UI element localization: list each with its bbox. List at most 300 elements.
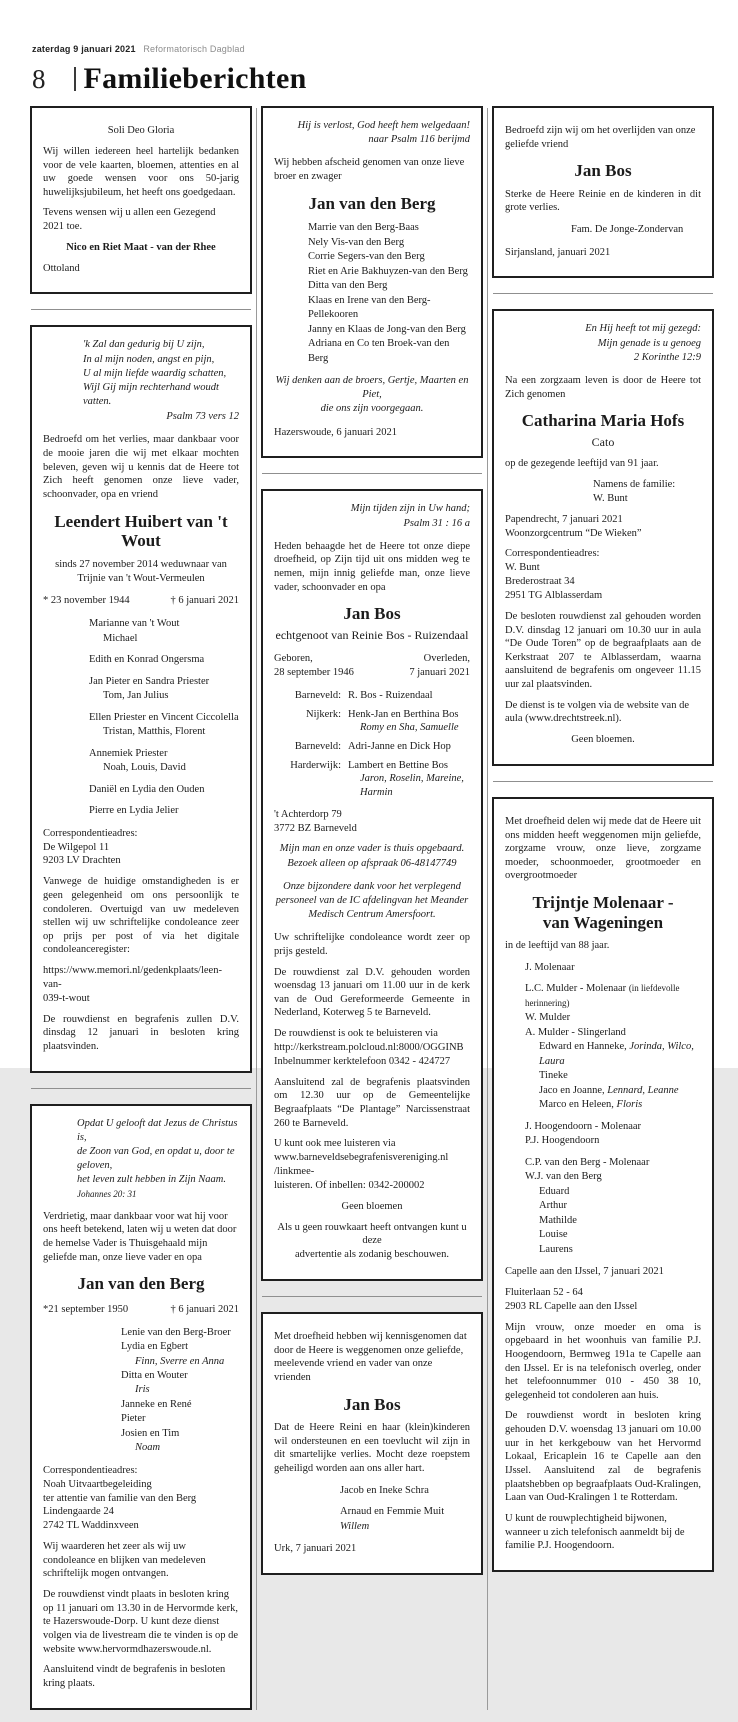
issue-date: zaterdag 9 januari 2021 [32,44,136,54]
text-lines [43,124,239,138]
name-text: J. Hoogendoorn - Molenaar [525,1120,642,1132]
text-line: Inbelnummer kerktelefoon 0342 - 424727 [274,1055,451,1067]
name-text: Lennard, Leanne [607,1084,679,1096]
family-name [89,725,239,739]
text-line: 2742 TL Waddinxveen [43,1520,139,1532]
paragraph: De rouwdienst en begrafenis zullen D.V. dinsdag 12 januari in besloten kring plaatsvinden. [43,1013,239,1052]
family-name [121,1441,239,1455]
place-date [274,426,470,440]
text-line: † 6 januari 2021 [170,1303,239,1315]
paragraph: De besloten rouwdienst zal gehouden worden D.V. dinsdag 12 januari om 10.30 uur in aula “De Oude Toren” op de begraafplaats aan de Kerkstraat 207 te Alblasserdam, waarna aansluitend de begrafenis om ongeveer 11.15 uur zal plaatsvinden. [505,610,701,691]
text-line: Leendert Huibert van 't Wout [54,511,228,551]
residence-name-row [274,689,470,703]
text-line: Geboren, [274,653,313,665]
family-name [308,279,470,293]
family-name [525,1026,701,1040]
family-name [89,761,239,775]
scripture-quote [274,374,470,417]
name-text: Josien en Tim [121,1427,180,1439]
family-name [525,982,701,1011]
deceased-name [505,161,701,181]
name-text: J. Molenaar [525,961,575,973]
name-text: Noam [135,1442,161,1454]
name-text: Louise [539,1229,568,1241]
paragraph: Met droefheid hebben wij kennisgenomen dat door de Heere is weggenomen onze geliefde, meelevende vriend en vader van onze vrienden [274,1331,467,1383]
quote-attribution: Psalm 73 vers 12 [166,411,239,423]
name-text: Edith en Konrad Ongersma [89,654,205,666]
family-name [308,221,470,235]
birth-date [43,1303,128,1317]
stream-info [274,1027,470,1069]
text-line: Als u geen rouwkaart heeft ontvangen kunt u deze [277,1221,467,1247]
name-text: Laurens [539,1243,573,1255]
family-names-list [308,221,470,366]
family-name: Henk-Jan en Berthina Bos [348,708,459,720]
name-subtitle: Cato [591,434,615,449]
name-text: C.P. van den Berg - Molenaar [525,1156,650,1168]
deceased-name [505,411,701,431]
text-line: 9203 LV Drachten [43,855,121,867]
column-divider [256,108,257,1710]
family-name: Lambert en Bettine Bos [348,759,449,771]
dateline [32,44,712,54]
family-name [525,1040,701,1069]
ad-separator [493,781,713,782]
header-divider-bar [74,67,76,91]
death-date [170,1303,239,1317]
text-line: http://kerkstream.polcloud.nl:8000/OGGINB [274,1041,464,1053]
paragraph: in de leeftijd van 88 jaar. [505,940,610,952]
home-address [274,808,470,836]
family-name [571,223,701,237]
residence-names [348,740,470,754]
correspondence-address [505,547,701,602]
text-line: In al mijn noden, angst en pijn, [83,353,215,365]
text-line: En Hij heeft tot mij gezegd: [585,323,701,335]
text-line: Trijnie van 't Wout-Vermeulen [77,572,205,584]
text-line: De rouwdienst is ook te beluisteren via [274,1028,438,1040]
name-text: Tristan, Matthis, Florent [103,726,206,738]
name-text: Marco en Heleen, [539,1099,617,1111]
family-name [89,783,239,797]
deceased-name [43,512,239,551]
text-line: Trijntje Molenaar - [532,893,674,913]
paragraph: Wij waarderen het zeer als wij uw condoleance en blijken van medeleven schriftelijk mogen ontvangen. [43,1541,206,1580]
residence-names [348,689,470,703]
memoriam-jan-van-den-berg-hazerswoude [261,106,483,458]
name-text: Floris [616,1099,643,1111]
family-name [121,1340,239,1354]
text-line: Mijn tijden zijn in Uw hand; [350,503,470,515]
quote-attribution: Johannes 20: 31 [77,1189,137,1200]
obituary-leendert-van-t-wout [30,325,252,1072]
text-line: Onze bijzondere dank voor het verplegend [283,880,461,892]
section-header [32,62,712,96]
paragraph: Wij willen iedereen heel hartelijk bedanken voor de vele kaarten, bloemen, attenties en al uw goede wensen voor ons 50-jarig huwelijksjubileum, het heeft ons goedgedaan. [43,145,239,198]
page-number: 8 [32,63,46,94]
paragraph: De rouwdienst wordt in besloten kring gehouden D.V. woensdag 13 januari om 10.00 uur in het kerkgebouw van het Hervormd Lokaal, Ericaplein 16 te Capelle aan den IJssel. Aansluitend zal de begrafenis plaatshebben op begraafplaats Oud-Kralingen, Laan van Oud-Kralingen 1 te Rotterdam. [505,1410,701,1504]
family-name [525,1084,701,1098]
family-name [525,1069,701,1083]
text-line: Wijl Gij mijn rechterhand woudt vatten. [83,381,219,408]
text-line: Urk, 7 januari 2021 [274,1543,357,1555]
paragraph: Met droefheid delen wij mede dat de Heere uit ons midden heeft weggenomen mijn geliefde, zorgzame vrouw, onze lieve, zorgzame moeder, schoonmoeder, grootmoeder en overgrootmoeder [505,815,701,882]
family-name: R. Bos - Ruizendaal [348,690,433,702]
ad-separator [262,473,482,474]
family-names-list [340,1484,470,1534]
residence-names [348,708,470,735]
place-date [505,246,701,260]
residence-place: Barneveld: [294,690,341,702]
text-line: Soli Deo Gloria [107,125,175,136]
family-name [340,1520,470,1534]
family-name [525,1098,701,1112]
name-text: Nely Vis-van den Berg [308,236,405,248]
text-line: Fluiterlaan 52 - 64 [505,1286,583,1298]
family-name [525,961,701,975]
family-name [525,1011,701,1025]
ad-separator [493,293,713,294]
name-text: Jacob en Ineke Schra [340,1484,429,1496]
name-text: (in liefdevolle herinnering) [525,983,680,1008]
death-date [409,652,470,680]
name-text: Fam. De Jonge-Zondervan [571,224,684,236]
text-line: Geen bloemen [341,1200,403,1212]
paragraph: Tevens wensen wij u allen een Gezegend 2021 toe. [43,207,216,233]
name-text: Lenie van den Berg-Broer [121,1326,231,1338]
grandchildren-names: Romy en Sha, Samuelle [360,722,459,734]
memoriam-jan-bos-sirjansland [492,106,714,278]
paragraph: Dat de Heere Reini en haar (klein)kinderen wil ondersteunen en een toevlucht wil zijn in dit smartelijke verlies. Mocht deze roepstem geheiligd worden aan ons aller hart. [274,1422,470,1475]
family-name [121,1355,239,1369]
name-text: Marrie van den Berg-Baas [308,222,419,234]
deceased-name [274,1395,470,1415]
residence-names-list [274,689,470,799]
text-line: De Wilgepol 11 [43,841,110,853]
text-line: Bezoek alleen op afspraak 06-48147749 [287,857,457,869]
name-text: Edward en Hanneke, [539,1041,630,1053]
name-text: Klaas en Irene van den Berg-Pellekooren [308,294,431,321]
family-names-list [89,617,239,818]
family-name [89,689,239,703]
text-line: Opdat U gelooft dat Jezus de Christus is, [77,1117,238,1143]
name-text: Ditta en Wouter [121,1370,188,1381]
text-line: https://www.memori.nl/gedenkplaats/leen-van- [43,965,222,990]
death-date [170,594,239,608]
name-text: Lydia en Egbert [121,1341,189,1353]
text-line: Mijn man en onze vader is thuis opgebaard. [279,843,465,855]
section-title: Familieberichten [83,62,307,95]
paragraph: Bedroefd om het verlies, maar dankbaar voor de mooie jaren die wij met elkaar mochten beleven, geven wij u kennis dat de Heere tot Zich heeft genomen onze lieve vader, schoonvader, opa en vriend [43,434,239,501]
column-right [492,106,714,1572]
ad-separator [31,309,251,310]
name-text: L.C. Mulder - Molenaar [525,983,629,995]
name-text: Adriana en Co ten Broek-van den Berg [308,338,450,364]
family-name [121,1427,239,1441]
place-date [274,1542,470,1556]
text-line: Capelle aan den IJssel, 7 januari 2021 [505,1266,664,1278]
residence-place: Barneveld: [294,741,341,753]
obituary-trijntje-molenaar-van-wageningen [492,797,714,1572]
scripture-quote [274,502,470,530]
family-name [525,1156,701,1170]
column-left [30,106,252,1710]
family-name [121,1326,239,1340]
text-line: W. Bunt [593,492,628,504]
text-line: Overleden, [423,653,470,665]
text-line: Jan Bos [574,161,632,181]
name-text: Corrie Segers-van den Berg [308,251,425,263]
no-flowers [274,1200,470,1214]
residence-name-row [274,740,470,754]
signature [43,241,239,255]
text-line: Ottoland [43,262,80,274]
deceased-name [274,604,470,624]
family-name [525,1134,701,1148]
masthead [0,0,738,100]
name-text: Jorinda, Wilco, Laura [539,1041,694,1067]
family-name [340,1484,470,1498]
home-address [505,1286,701,1314]
text-line: Hij is verlost, God heeft hem welgedaan! [297,120,470,131]
scripture-quote [274,119,470,147]
place-date [43,262,239,276]
text-line: naar Psalm 116 berijmd [368,134,470,146]
residence-place: Nijkerk: [306,708,341,720]
text-line: die ons zijn voorgegaan. [320,403,424,415]
text-line: personeel van de IC afdelingvan het Meander [275,894,469,906]
name-text: Ellen Priester en Vincent Ciccolella [89,711,239,723]
name-text: Janneke en René [121,1398,192,1410]
card-note [274,1221,470,1263]
paragraph: Mijn vrouw, onze moeder en oma is opgebaard in het woonhuis van familie P.J. Hoogendoorn, Bermweg 191a te Capelle aan den IJssel. Er is na telefonisch overleg, onder het telefoonnummer 010 - 450 38 10, gelegenheid tot condoleren aan huis. [505,1321,701,1401]
family-name [89,675,239,689]
paragraph: U kunt de rouwplechtigheid bijwonen, wanneer u zich telefonisch aanmeldt bij de familie P.J. Hoogendoorn. [505,1512,685,1552]
text-line: Jan Bos [343,604,401,624]
family-names-list [121,1326,239,1456]
text-line: Jan van den Berg [308,193,436,213]
name-text: Eduard [539,1185,570,1197]
announcement-maat-jubileum [30,106,252,294]
name-subtitle: echtgenoot van Reinie Bos - Ruizendaal [275,627,469,642]
text-line: Psalm 31 : 16 a [403,517,470,529]
text-line: Jan Bos [343,1394,401,1414]
text-line: *21 september 1950 [43,1303,129,1315]
deceased-name [505,893,701,932]
name-text: Willem [340,1520,370,1532]
family-name [308,250,470,264]
text-line: W. Bunt [505,562,540,574]
family-name [121,1412,239,1426]
text-line: 2 Korinthe 12:9 [633,351,701,363]
text-line: 7 januari 2021 [409,667,470,679]
paragraph: Vanwege de huidige omstandigheden is er geen gelegenheid om ons persoonlijk te condoleren. Overtuigd van uw medeleven stellen wij uw schriftelijke condoleance zeer op prijs per post of via het digitale condoleanceregister: [43,876,239,956]
birth-date [43,594,130,608]
family-name [89,804,239,818]
name-text: Ditta van den Berg [308,280,388,292]
family-name [525,1214,701,1228]
text-line: Nico en Riet Maat - van der Rhee [66,241,216,253]
text-line: Geen bloemen. [571,734,635,746]
birth-death-dates [43,1303,239,1317]
family-name [525,1199,701,1213]
condolence-url [43,964,239,1006]
paragraph: op de gezegende leeftijd van 91 jaar. [505,458,659,470]
name-text: Noah, Louis, David [103,762,186,774]
deceased-name [43,1274,239,1294]
text-line: 2951 TG Alblasserdam [505,590,603,602]
family-name [89,632,239,646]
name-text: Mathilde [539,1214,577,1226]
family-name [308,323,470,337]
name-text: Daniël en Lydia den Ouden [89,783,205,795]
text-line: Jan van den Berg [77,1274,205,1294]
family-name [525,1120,701,1134]
name-text: Annemiek Priester [89,747,168,759]
paragraph: De rouwdienst vindt plaats in besloten kring op 11 januari om 13.30 in de Hervormde kerk, te Hazerswoude-Dorp. U kunt deze dienst volgen via de livestream die te vinden is op de website www.hervormdhazerswoude.nl. [43,1589,239,1655]
paragraph: Verdrietig, maar dankbaar voor wat hij voor ons heeft betekend, laten wij u weten dat door de hemelse Vader is Thuisgehaald mijn geliefde man, onze lieve vader en opa [43,1210,237,1263]
text-line: Woonzorgcentrum “De Wieken” [505,527,642,539]
paragraph: Aansluitend zal de begrafenis plaatsvinden om 12.30 uur op de Gemeentelijke Begraafplaats “De Plantage” Narcissenstraat 260 te Barneveld. [274,1076,470,1129]
family-name [308,337,470,366]
text-line: 'k Zal dan gedurig bij U zijn, [83,339,205,351]
name-text: Janny en Klaas de Jong-van den Berg [308,323,466,335]
family-names-list [525,961,701,1257]
obituary-catharina-maria-hofs [492,309,714,765]
text-line: het leven zult hebben in Zijn Naam. [77,1174,227,1186]
listen-info [274,1137,470,1192]
name-text: Arthur [539,1200,567,1212]
text-line: van Wageningen [542,912,664,932]
family-name [308,236,470,250]
column-divider [487,108,488,1710]
text-line: Medisch Centrum Amersfoort. [308,909,436,921]
announcements-grid [0,100,738,1722]
family-name [308,294,470,323]
text-line: ter attentie van familie van den Berg [43,1492,197,1504]
deceased-name [274,194,470,214]
family-name [525,1185,701,1199]
ad-separator [262,1296,482,1297]
residence-place: Harderwijk: [290,759,341,771]
no-flowers [505,733,701,747]
family-name [89,653,239,667]
name-text: Riet en Arie Bakhuyzen-van den Berg [308,265,468,277]
scripture-quote [77,1117,239,1201]
name-text: Pierre en Lydia Jelier [89,805,179,817]
text-line: Correspondentieadres: [505,548,600,560]
residence-name-row [274,708,470,735]
family-names-list [571,223,701,237]
text-line: Sirjansland, januari 2021 [505,246,611,258]
name-text: A. Mulder - Slingerland [525,1026,626,1038]
text-line: 039-t-wout [43,992,90,1004]
name-text: Arnaud en Femmie Muit [340,1506,445,1518]
name-text: Finn, Sverre en Anna [135,1355,225,1367]
text-line: Catharina Maria Hofs [521,411,685,431]
name-text: W.J. van den Berg [525,1171,602,1183]
text-line: www.barneveldsebegrafenisvereniging.nl /linkmee- [274,1152,449,1177]
name-text: Jan Pieter en Sandra Priester [89,675,210,687]
family-name: Adri-Janne en Dick Hop [348,741,451,753]
text-line: sinds 27 november 2014 weduwnaar van [55,558,227,570]
name-text: Jaco en Joanne, [539,1084,608,1096]
obituary-jan-bos-barneveld [261,489,483,1281]
family-name [89,617,239,631]
family-name [525,1243,701,1257]
text-line: Wij denken aan de broers, Gertje, Maarten en Piet, [275,375,469,401]
paragraph: Wij hebben afscheid genomen van onze lieve broer en zwager [274,157,465,182]
column-middle [261,106,483,1575]
name-text: Iris [135,1384,150,1396]
text-line: luisteren. Of inbellen: 0342-200002 [274,1179,425,1191]
paragraph: Bedroefd zijn wij om het overlijden van onze geliefde vriend [505,125,696,150]
paragraph: Aansluitend vindt de begrafenis in besloten kring plaats. [43,1664,226,1689]
name-text: P.J. Hoogendoorn [525,1135,600,1147]
text-line: Correspondentieadres: [43,1464,138,1476]
correspondence-address [43,1464,239,1533]
scripture-quote [274,880,470,923]
text-line: U kunt ook mee luisteren via [274,1138,396,1150]
paragraph: Sterke de Heere Reinie en de kinderen in dit grote verlies. [505,188,701,214]
family-name [525,1228,701,1242]
widower-note [43,558,239,586]
birth-date [274,652,354,680]
scripture-quote [83,338,239,424]
text-line: Hazerswoude, 6 januari 2021 [274,426,398,438]
paragraph: De dienst is te volgen via de website van de aula (www.drechtstreek.nl). [505,699,689,725]
family-name [121,1383,239,1397]
text-line: Noah Uitvaartbegeleiding [43,1478,152,1490]
place-date [505,513,701,541]
text-line: † 6 januari 2021 [170,595,239,607]
birth-death-dates [274,652,470,680]
name-text: Pieter [121,1413,146,1425]
family-name [89,747,239,761]
publication-name: Reformatorisch Dagblad [143,44,245,54]
text-line: 28 september 1946 [274,667,354,679]
paragraph: Uw schriftelijke condoleance wordt zeer op prijs gesteld. [274,932,470,957]
family-name [121,1369,239,1383]
text-line: 't Achterdorp 79 [274,808,342,820]
text-line: Correspondentieadres: [43,827,138,839]
place-date [505,1265,701,1279]
text-line: Mijn genade is u genoeg [597,337,701,349]
obituary-jan-van-den-berg-hazerswoude-dorp [30,1104,252,1710]
family-name [525,1170,701,1184]
name-text: Michael [103,632,138,644]
paragraph: Na een zorgzaam leven is door de Heere tot Zich genomen [505,374,701,400]
residence-names [348,759,470,800]
text-line: Namens de familie: [593,479,676,491]
signature [593,478,701,506]
grandchildren-names: Jaron, Roselin, Mareine, Harmin [360,773,464,798]
text-line: Lindengaarde 24 [43,1506,114,1518]
scripture-quote [274,842,470,870]
text-line: Brederostraat 34 [505,576,575,588]
correspondence-address [43,827,239,869]
text-line: * 23 november 1944 [43,595,130,607]
memoriam-jan-bos-urk [261,1312,483,1575]
birth-death-dates [43,594,239,608]
family-name [121,1398,239,1412]
family-name [89,711,239,725]
paragraph: Heden behaagde het de Heere tot onze diepe droefheid, op Zijn tijd uit ons midden weg te nemen, mijn innig geliefde man, onze lieve vader, schoonvader en opa [274,540,470,593]
text-line: 2903 RL Capelle aan den IJssel [505,1300,638,1312]
ad-separator [31,1088,251,1089]
name-text: W. Mulder [525,1012,571,1024]
paragraph: De rouwdienst zal D.V. gehouden worden woensdag 13 januari om 11.00 uur in de kerk van de Oud Gereformeerde Gemeente in Nederland, Koterweg 5 te Barneveld. [274,966,470,1019]
